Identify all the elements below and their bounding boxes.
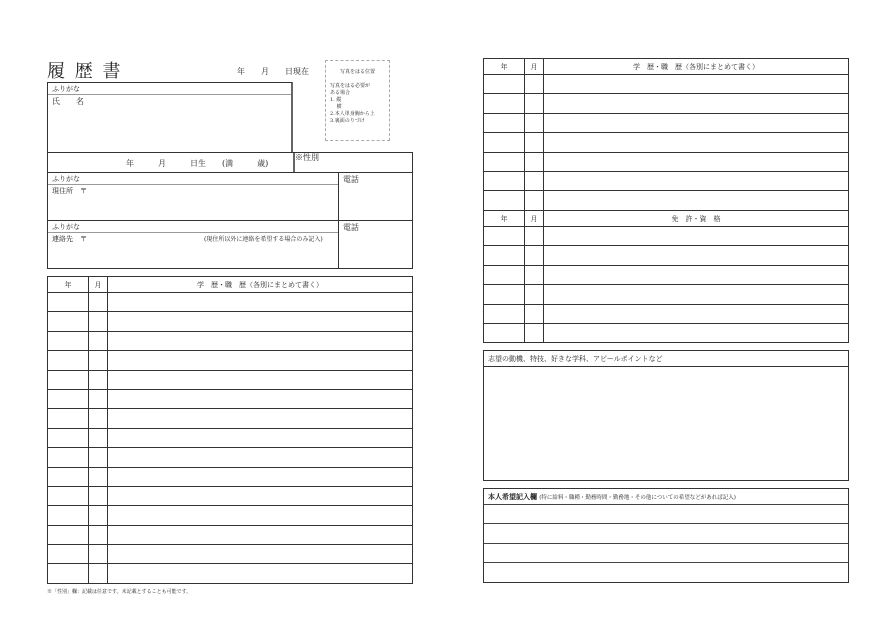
table-row[interactable] [48, 486, 413, 505]
phone-label: 電話 [343, 223, 359, 232]
month-cell[interactable] [89, 331, 108, 350]
month-cell[interactable] [525, 94, 544, 113]
photo-line: 写真をはる必要が [330, 83, 371, 89]
photo-box [325, 60, 390, 141]
year-cell[interactable] [48, 467, 89, 486]
furigana-label: ふりがな [52, 175, 80, 183]
table-row[interactable] [484, 304, 849, 323]
entry-cell[interactable] [108, 525, 413, 544]
year-cell[interactable] [48, 370, 89, 389]
year-cell[interactable] [484, 75, 525, 94]
year-cell[interactable] [484, 133, 525, 152]
month-cell[interactable] [89, 467, 108, 486]
address-label: 現住所 〒 [52, 187, 87, 195]
table-row[interactable] [48, 331, 413, 350]
year-header: 年 [48, 277, 89, 293]
year-cell[interactable] [48, 293, 89, 312]
month-cell[interactable] [89, 389, 108, 408]
year-cell[interactable] [48, 351, 89, 370]
table-row[interactable] [48, 448, 413, 467]
month-cell[interactable] [89, 525, 108, 544]
month-cell[interactable] [525, 323, 544, 342]
motivation-field[interactable] [483, 350, 849, 481]
entry-cell[interactable] [108, 545, 413, 564]
month-cell[interactable] [525, 75, 544, 94]
photo-line: 3.裏面のりづけ [330, 118, 365, 124]
requests-title: 本人希望記入欄 [488, 492, 537, 501]
entry-cell[interactable] [544, 304, 849, 323]
year-cell[interactable] [484, 191, 525, 210]
month-header: 月 [525, 211, 544, 227]
entry-cell[interactable] [108, 428, 413, 447]
entry-cell[interactable] [544, 265, 849, 284]
year-cell[interactable] [48, 545, 89, 564]
year-cell[interactable] [484, 113, 525, 132]
month-cell[interactable] [525, 133, 544, 152]
requests-field[interactable] [483, 488, 849, 583]
photo-title: 写真をはる位置 [339, 69, 375, 75]
year-cell[interactable] [48, 564, 89, 583]
year-cell[interactable] [484, 265, 525, 284]
month-cell[interactable] [89, 428, 108, 447]
entry-cell[interactable] [544, 133, 849, 152]
table-row[interactable] [484, 133, 849, 152]
table-row[interactable] [484, 246, 849, 265]
year-cell[interactable] [484, 323, 525, 342]
entry-cell[interactable] [108, 409, 413, 428]
month-cell[interactable] [89, 506, 108, 525]
history-header: 学 歴・職 歴（各別にまとめて書く） [108, 277, 413, 293]
licenses-table [483, 210, 849, 343]
year-cell[interactable] [48, 331, 89, 350]
month-cell[interactable] [89, 351, 108, 370]
contact-field[interactable] [47, 220, 413, 269]
year-cell[interactable] [484, 227, 525, 246]
contact-note: (現住所以外に連絡を希望する場合のみ記入) [204, 236, 323, 243]
month-cell[interactable] [525, 265, 544, 284]
year-header: 年 [484, 211, 525, 227]
table-row[interactable] [48, 506, 413, 525]
entry-cell[interactable] [544, 227, 849, 246]
furigana-label: ふりがな [52, 223, 80, 231]
entry-cell[interactable] [544, 152, 849, 171]
date-line: 年 月 日現在 [237, 67, 309, 76]
entry-cell[interactable] [108, 293, 413, 312]
year-cell[interactable] [48, 486, 89, 505]
table-row[interactable] [484, 113, 849, 132]
year-cell[interactable] [48, 389, 89, 408]
entry-cell[interactable] [544, 191, 849, 210]
table-row[interactable] [48, 409, 413, 428]
history-header: 学 歴・職 歴（各別にまとめて書く） [544, 59, 849, 75]
page-title: 履 歴 書 [47, 61, 123, 82]
year-cell[interactable] [484, 285, 525, 304]
entry-cell[interactable] [544, 94, 849, 113]
table-row[interactable] [48, 428, 413, 447]
entry-cell[interactable] [108, 448, 413, 467]
table-row[interactable] [484, 191, 849, 210]
month-cell[interactable] [89, 409, 108, 428]
table-row[interactable] [48, 564, 413, 583]
entry-cell[interactable] [108, 370, 413, 389]
year-cell[interactable] [484, 304, 525, 323]
table-row[interactable] [48, 545, 413, 564]
year-cell[interactable] [48, 312, 89, 331]
year-cell[interactable] [48, 448, 89, 467]
entry-cell[interactable] [108, 486, 413, 505]
footnote: ※「性別」欄：記載は任意です。未記載とすることも可能です。 [47, 589, 192, 595]
month-cell[interactable] [525, 285, 544, 304]
entry-cell[interactable] [544, 171, 849, 190]
table-row[interactable] [484, 152, 849, 171]
year-cell[interactable] [484, 94, 525, 113]
table-row[interactable] [48, 351, 413, 370]
entry-cell[interactable] [108, 467, 413, 486]
table-row[interactable] [48, 389, 413, 408]
table-row[interactable] [48, 293, 413, 312]
month-cell[interactable] [525, 246, 544, 265]
entry-cell[interactable] [544, 285, 849, 304]
motivation-title: 志望の動機、特技、好きな学科、アピールポイントなど [488, 355, 663, 363]
entry-cell[interactable] [544, 323, 849, 342]
name-field[interactable] [47, 82, 293, 153]
furigana-label: ふりがな [52, 85, 80, 93]
phone-label: 電話 [343, 175, 359, 184]
month-cell[interactable] [89, 312, 108, 331]
table-row[interactable] [484, 75, 849, 94]
month-cell[interactable] [89, 370, 108, 389]
month-cell[interactable] [89, 448, 108, 467]
entry-cell[interactable] [544, 75, 849, 94]
table-row[interactable] [484, 94, 849, 113]
month-cell[interactable] [525, 171, 544, 190]
entry-cell[interactable] [108, 564, 413, 583]
photo-line: 横 [330, 104, 342, 110]
entry-cell[interactable] [108, 351, 413, 370]
birth-label: 年 月 日生 (満 歳) [126, 159, 269, 168]
year-cell[interactable] [48, 525, 89, 544]
gender-label: ※性別 [295, 153, 319, 162]
year-cell[interactable] [48, 506, 89, 525]
table-row[interactable] [48, 525, 413, 544]
month-header: 月 [525, 59, 544, 75]
contact-label: 連絡先 〒 [52, 235, 87, 243]
month-cell[interactable] [89, 564, 108, 583]
entry-cell[interactable] [544, 113, 849, 132]
table-row[interactable] [48, 312, 413, 331]
table-row[interactable] [48, 467, 413, 486]
month-cell[interactable] [525, 304, 544, 323]
photo-line: 1. 縦 [330, 97, 342, 103]
licenses-header: 免 許・資 格 [544, 211, 849, 227]
month-header: 月 [89, 277, 108, 293]
birth-row[interactable] [47, 152, 413, 173]
address-field[interactable] [47, 172, 413, 221]
name-label: 氏 名 [52, 97, 84, 106]
month-cell[interactable] [525, 191, 544, 210]
year-cell[interactable] [484, 246, 525, 265]
table-row[interactable] [484, 171, 849, 190]
table-row[interactable] [484, 323, 849, 342]
history-table-continued [483, 58, 849, 211]
year-header: 年 [484, 59, 525, 75]
entry-cell[interactable] [544, 246, 849, 265]
year-cell[interactable] [48, 428, 89, 447]
table-row[interactable] [484, 227, 849, 246]
table-row[interactable] [484, 285, 849, 304]
month-cell[interactable] [525, 227, 544, 246]
entry-cell[interactable] [108, 389, 413, 408]
month-cell[interactable] [525, 152, 544, 171]
year-cell[interactable] [484, 152, 525, 171]
month-cell[interactable] [89, 486, 108, 505]
table-row[interactable] [484, 265, 849, 284]
entry-cell[interactable] [108, 331, 413, 350]
photo-line: 2.本人単身胸から上 [330, 111, 375, 117]
year-cell[interactable] [484, 171, 525, 190]
entry-cell[interactable] [108, 506, 413, 525]
table-row[interactable] [48, 370, 413, 389]
year-cell[interactable] [48, 409, 89, 428]
requests-note: (特に給料・職種・勤務時間・勤務地・その他についての希望などがあれば記入) [539, 495, 736, 501]
photo-line: ある場合 [330, 90, 351, 96]
entry-cell[interactable] [108, 312, 413, 331]
month-cell[interactable] [89, 293, 108, 312]
month-cell[interactable] [525, 113, 544, 132]
history-table [47, 276, 413, 584]
month-cell[interactable] [89, 545, 108, 564]
